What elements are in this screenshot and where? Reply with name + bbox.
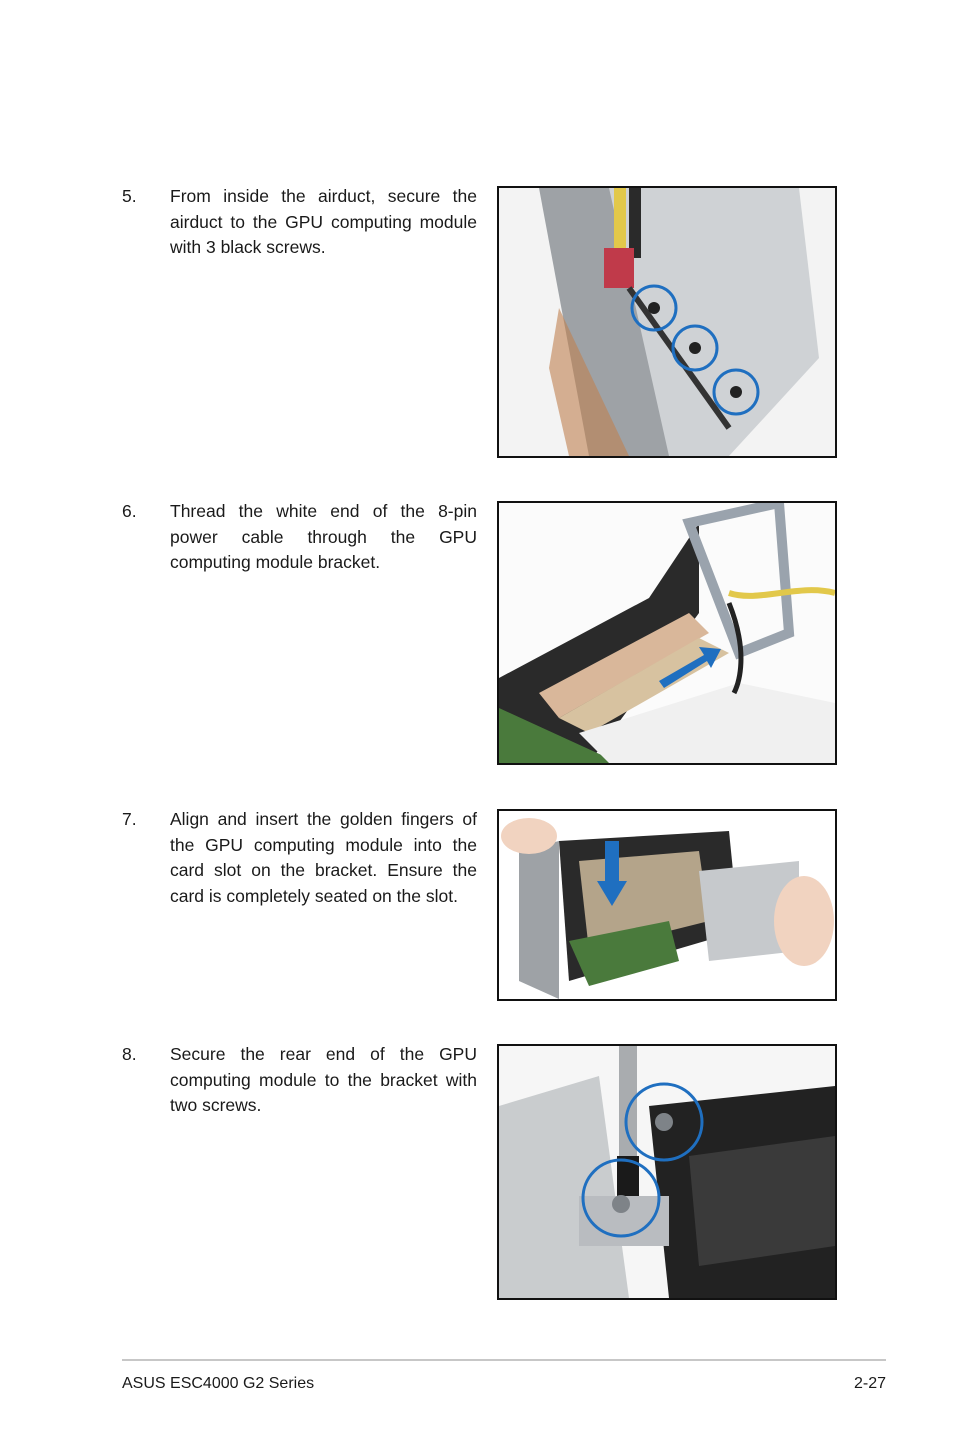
step-5-photo (497, 186, 837, 458)
step-number: 8. (122, 1044, 137, 1064)
step-7-photo (497, 809, 837, 1001)
footer-divider (122, 1359, 886, 1361)
step-number: 5. (122, 186, 137, 206)
step-text: Secure the rear end of the GPU computing module to the bracket with two screws. (170, 1044, 477, 1115)
step-8-photo (497, 1044, 837, 1300)
step-text: Thread the white end of the 8-pin power cable through the GPU computing module bracket. (170, 501, 477, 572)
step-6-photo (497, 501, 837, 765)
step-text: Align and insert the golden fingers of the GPU computing module into the card slot on the bracket. Ensure the card is completely seated on the slot. (170, 809, 477, 906)
step-number: 7. (122, 809, 137, 829)
footer-page-number: 2-27 (853, 1375, 886, 1392)
step-text: From inside the airduct, secure the airduct to the GPU computing module with 3 black screws. (170, 186, 477, 257)
step-number: 6. (122, 501, 137, 521)
footer-product: ASUS ESC4000 G2 Series (122, 1375, 315, 1392)
